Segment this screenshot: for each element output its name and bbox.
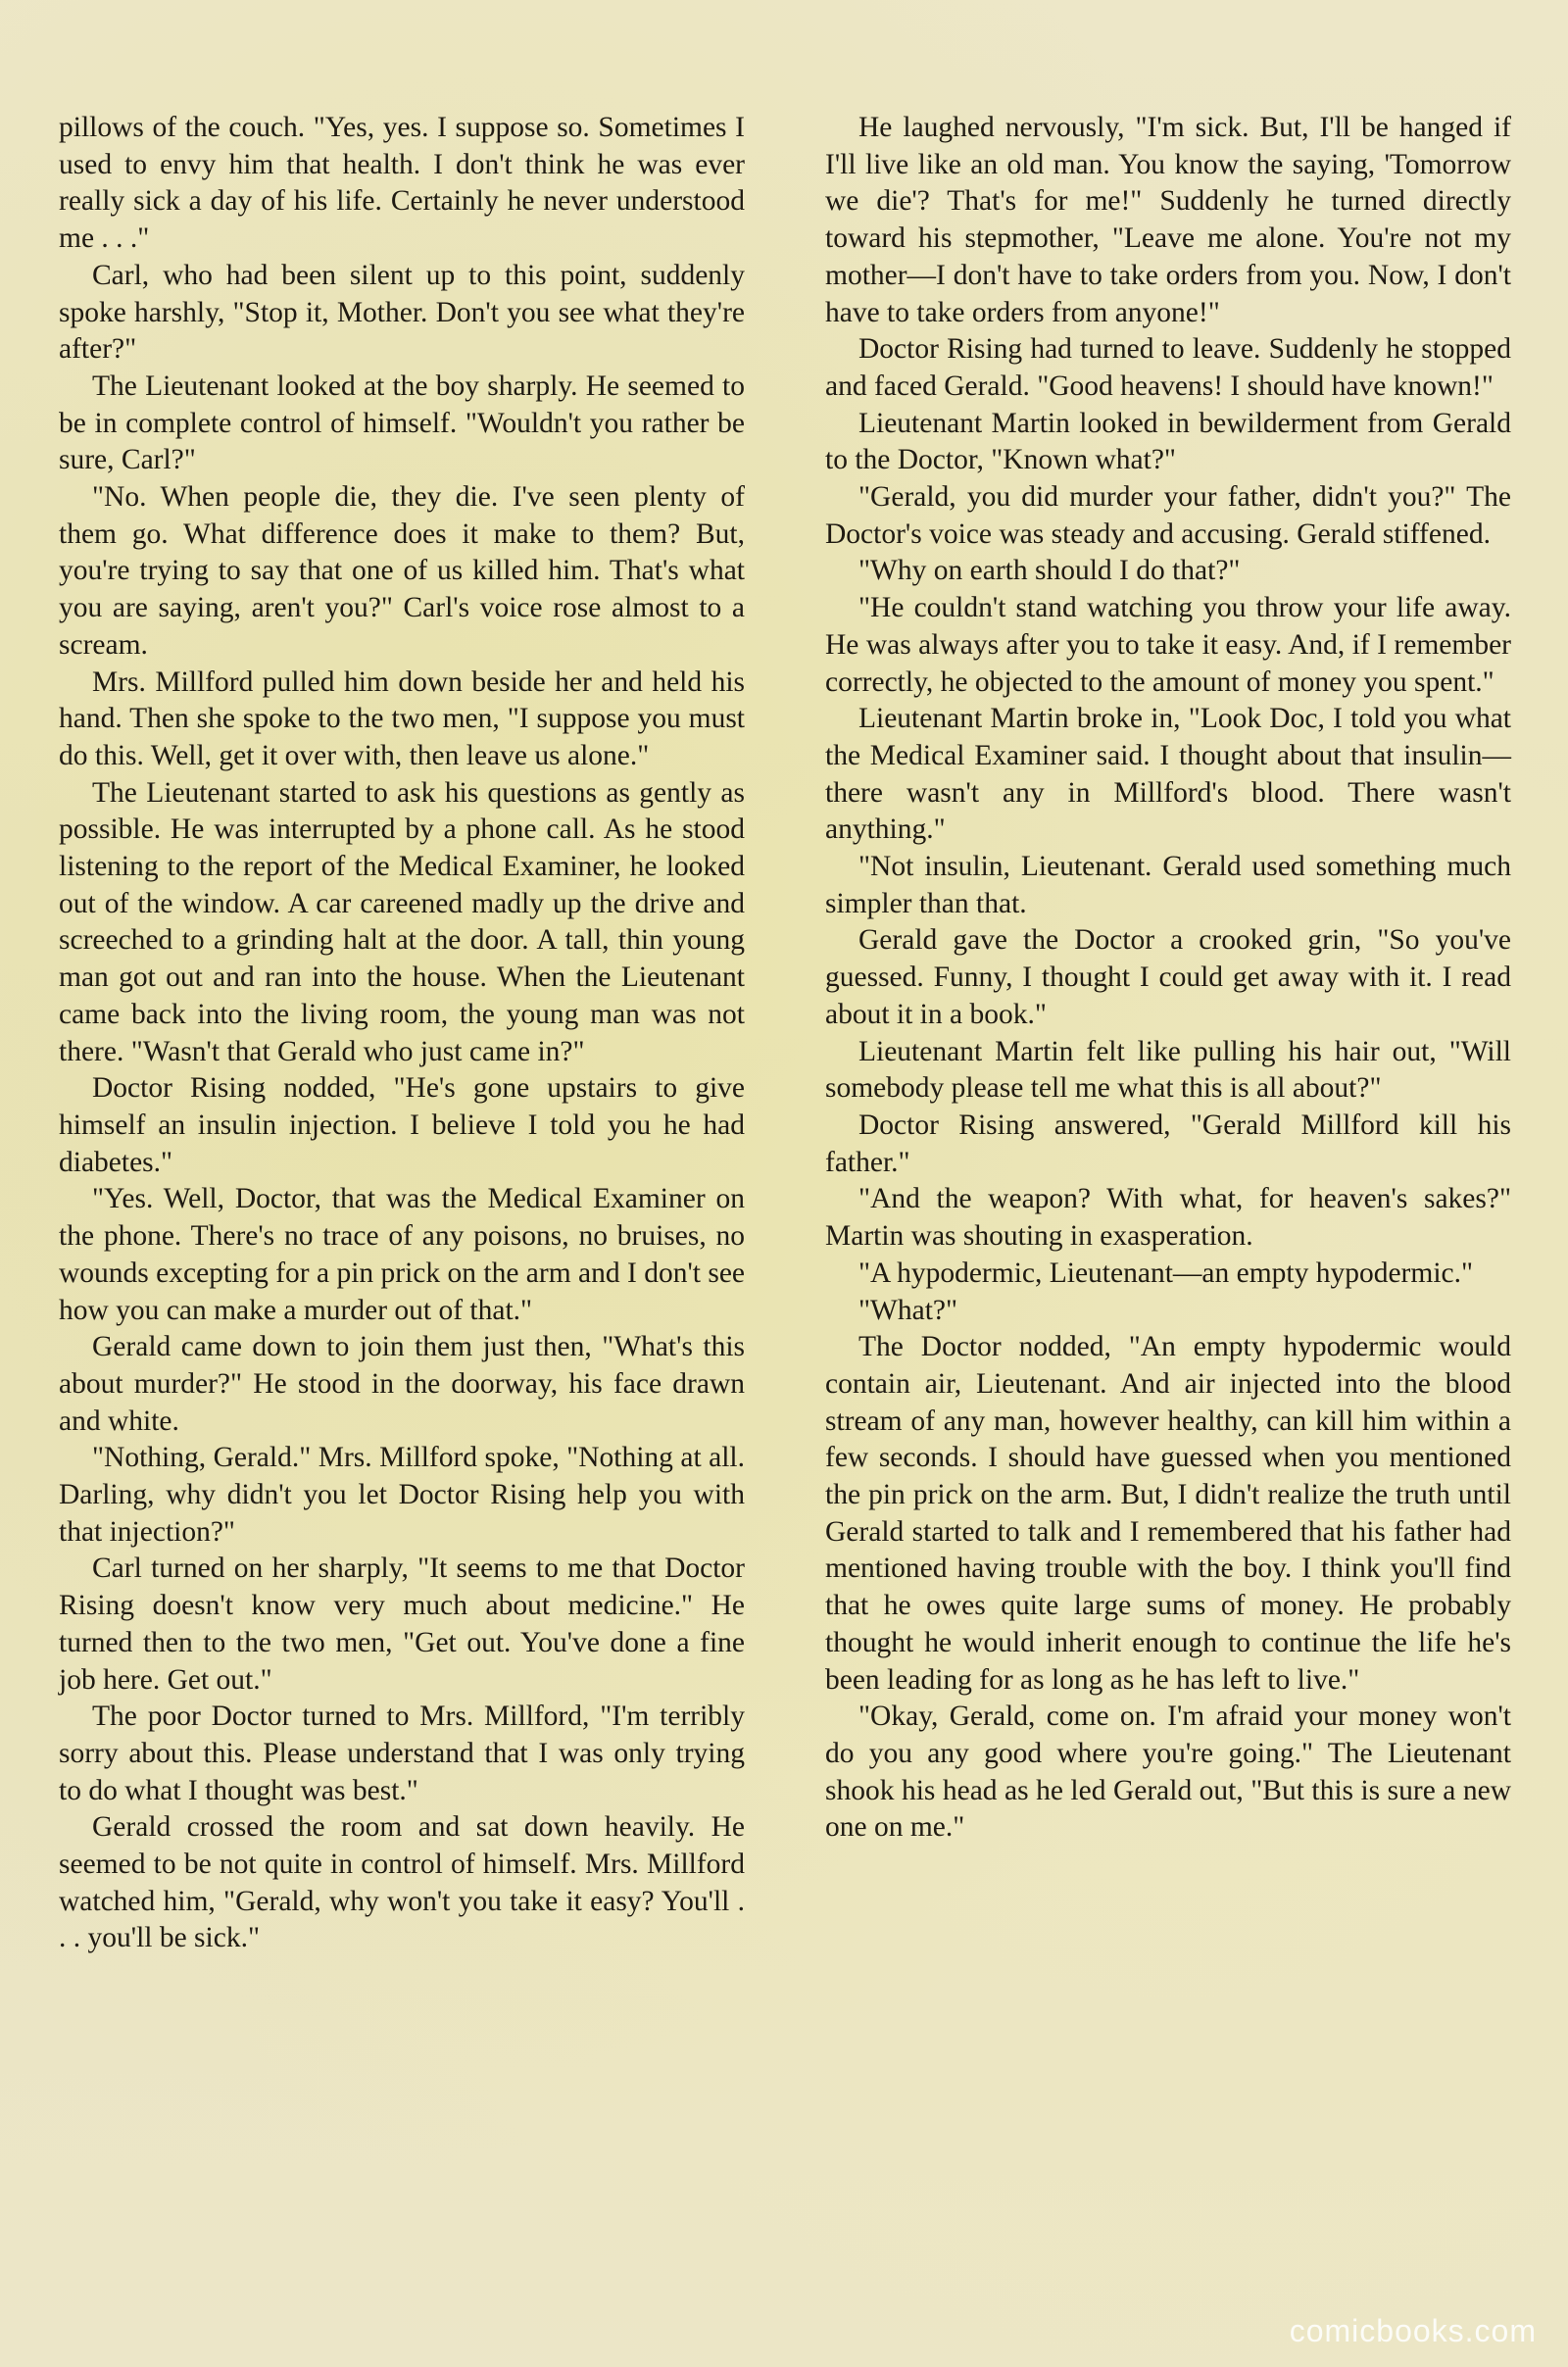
story-paragraph: Doctor Rising nodded, "He's gone upstairs to give himself an insulin injection. I believe I told you he had diabetes.": [59, 1072, 745, 1178]
story-paragraph: The Lieutenant started to ask his questions as gently as possible. He was interrupted by a phone call. As he stood listening to the report of the Medical Examiner, he looked out of the window. A car careened madly up the drive and screeched to a grinding halt at the door. A tall, thin young man got out and ran into the house. When the Lieutenant came back into the living room, the young man was not there. "Wasn't that Gerald who just came in?": [59, 776, 745, 1067]
story-paragraph: "Yes. Well, Doctor, that was the Medical Examiner on the phone. There's no trace of any poisons, no bruises, no wounds excepting for a pin prick on the arm and I don't see how you can make a murder out of that.": [59, 1183, 746, 1326]
story-paragraph: Carl turned on her sharply, "It seems to me that Doctor Rising doesn't know very much about medicine." He turned then to the two men, "Get out. You've done a fine job here. Get out.": [59, 1553, 745, 1696]
story-paragraph: Carl, who had been silent up to this point, suddenly spoke harshly, "Stop it, Mother. Don't you see what they're after?": [59, 259, 745, 366]
story-paragraph: Doctor Rising answered, "Gerald Millford kill his father.": [825, 1109, 1511, 1178]
story-paragraph: "Why on earth should I do that?": [858, 555, 1241, 587]
story-paragraph: Lieutenant Martin felt like pulling his hair out, "Will somebody please tell me what this is all about?": [825, 1035, 1511, 1105]
story-paragraph: Gerald came down to join them just then, "What's this about murder?" He stood in the doorway, his face drawn and white.: [59, 1331, 745, 1437]
story-paragraph: "Nothing, Gerald." Mrs. Millford spoke, "Nothing at all. Darling, why didn't you let Doctor Rising help you with that injection?": [59, 1442, 745, 1548]
story-paragraph: Gerald crossed the room and sat down heavily. He seemed to be not quite in control of himself. Mrs. Millford watched him, "Gerald, why won't you take it easy? You'll . . . you'll be sick.": [59, 1811, 745, 1954]
site-watermark: comicbooks.com: [1289, 2313, 1537, 2348]
story-paragraph: "And the weapon? With what, for heaven's sakes?" Martin was shouting in exasperation.: [825, 1183, 1511, 1253]
story-paragraph: Gerald gave the Doctor a crooked grin, "So you've guessed. Funny, I thought I could get away with it. I read about it in a book.": [825, 924, 1511, 1030]
story-paragraph: Lieutenant Martin looked in bewilderment from Gerald to the Doctor, "Known what?": [825, 407, 1511, 476]
left-text-column: [59, 110, 745, 1957]
story-paragraph: "What?": [858, 1294, 958, 1326]
story-paragraph: "A hypodermic, Lieutenant—an empty hypodermic.": [858, 1257, 1474, 1289]
story-paragraph: He laughed nervously, "I'm sick. But, I'll be hanged if I'll live like an old man. You know the saying, 'Tomorrow we die'? That's for me!" Suddenly he turned directly toward his stepmother, "Leave me alone. You're not my mother—I don't have to take orders from you. Now, I don't have to take orders from anyone!": [825, 112, 1511, 328]
story-paragraph: "He couldn't stand watching you throw your life away. He was always after you to take it easy. And, if I remember correctly, he objected to the amount of money you spent.": [825, 592, 1511, 698]
story-paragraph: Lieutenant Martin broke in, "Look Doc, I told you what the Medical Examiner said. I thought about that insulin—there wasn't any in Millford's blood. There wasn't anything.": [825, 703, 1511, 846]
story-paragraph: The Lieutenant looked at the boy sharply. He seemed to be in complete control of himself. "Wouldn't you rather be sure, Carl?": [59, 370, 745, 476]
story-paragraph: The Doctor nodded, "An empty hypodermic would contain air, Lieutenant. And air injected into the blood stream of any man, however healthy, can kill him within a few seconds. I should have guessed when you mentioned the pin prick on the arm. But, I didn't realize the truth until Gerald started to talk and I remembered that his father had mentioned having trouble with the boy. I think you'll find that he owes quite large sums of money. He probably thought he would inherit enough to continue the life he's been leading for as long as he has left to live.": [825, 1331, 1511, 1696]
story-paragraph: Mrs. Millford pulled him down beside her and held his hand. Then she spoke to the two men, "I suppose you must do this. Well, get it over with, then leave us alone.": [59, 666, 745, 771]
story-paragraph: The poor Doctor turned to Mrs. Millford, "I'm terribly sorry about this. Please understand that I was only trying to do what I thought was best.": [59, 1701, 745, 1806]
story-paragraph: "Not insulin, Lieutenant. Gerald used something much simpler than that.: [825, 851, 1511, 919]
right-text-column: [825, 110, 1511, 1847]
story-paragraph: pillows of the couch. "Yes, yes. I suppose so. Sometimes I used to envy him that health. I don't think he was ever really sick a day of his life. Certainly he never understood me . . .": [59, 112, 745, 255]
story-paragraph: Doctor Rising had turned to leave. Suddenly he stopped and faced Gerald. "Good heavens! I should have known!": [825, 333, 1511, 402]
story-paragraph: "Okay, Gerald, come on. I'm afraid your money won't do you any good where you're going." The Lieutenant shook his head as he led Gerald out, "But this is sure a new one on me.": [825, 1701, 1511, 1844]
story-paragraph: "No. When people die, they die. I've seen plenty of them go. What difference does it make to them? But, you're trying to say that one of us killed him. That's what you are saying, aren't you?" Carl's voice rose almost to a scream.: [59, 481, 745, 661]
story-paragraph: "Gerald, you did murder your father, didn't you?" The Doctor's voice was steady and accusing. Gerald stiffened.: [825, 481, 1511, 550]
